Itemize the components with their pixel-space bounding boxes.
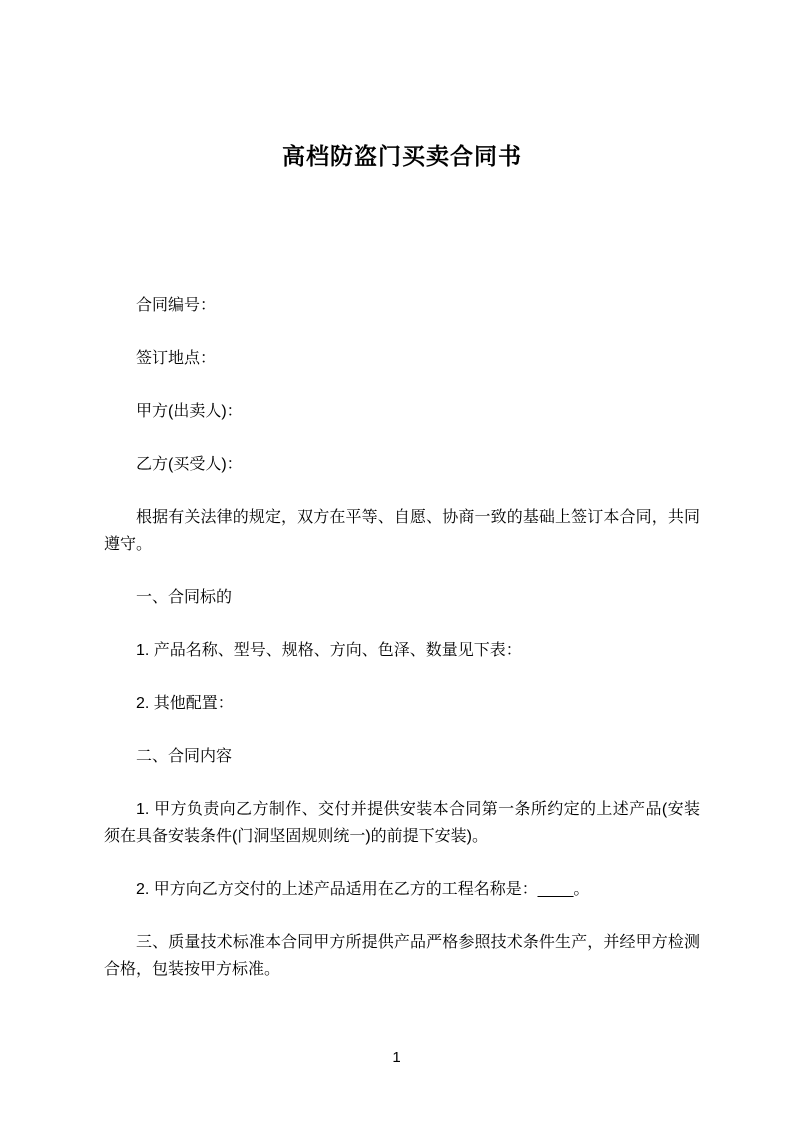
- section1-item2: 2. 其他配置：: [136, 695, 234, 712]
- section1-item1: 1. 产品名称、型号、规格、方向、色泽、数量见下表：: [136, 642, 522, 659]
- intro-paragraph: 根据有关法律的规定，双方在平等、自愿、协商一致的基础上签订本合同，共同遵守。: [104, 509, 700, 553]
- section3-paragraph: 三、质量技术标准本合同甲方所提供产品严格参照技术条件生产，并经甲方检测合格，包装按甲方标准。: [104, 934, 700, 978]
- section2-item2: 2. 甲方向乙方交付的上述产品适用在乙方的工程名称是：____。: [136, 881, 590, 898]
- contract-title: 高档防盗门买卖合同书: [282, 143, 522, 169]
- party-b-line: 乙方(买受人)：: [136, 456, 243, 473]
- section1-heading: 一、合同标的: [136, 589, 233, 606]
- section2-heading: 二、合同内容: [136, 748, 233, 765]
- party-a-line: 甲方(出卖人)：: [136, 403, 243, 420]
- page-number: 1: [392, 1049, 401, 1066]
- contract-number-line: 合同编号：: [136, 297, 217, 314]
- signing-place-line: 签订地点：: [136, 350, 217, 367]
- section2-item1: 1. 甲方负责向乙方制作、交付并提供安装本合同第一条所约定的上述产品(安装须在具备安装条件(门洞坚固规则统一)的前提下安装)。: [104, 801, 700, 845]
- contract-meta-block: [104, 292, 700, 478]
